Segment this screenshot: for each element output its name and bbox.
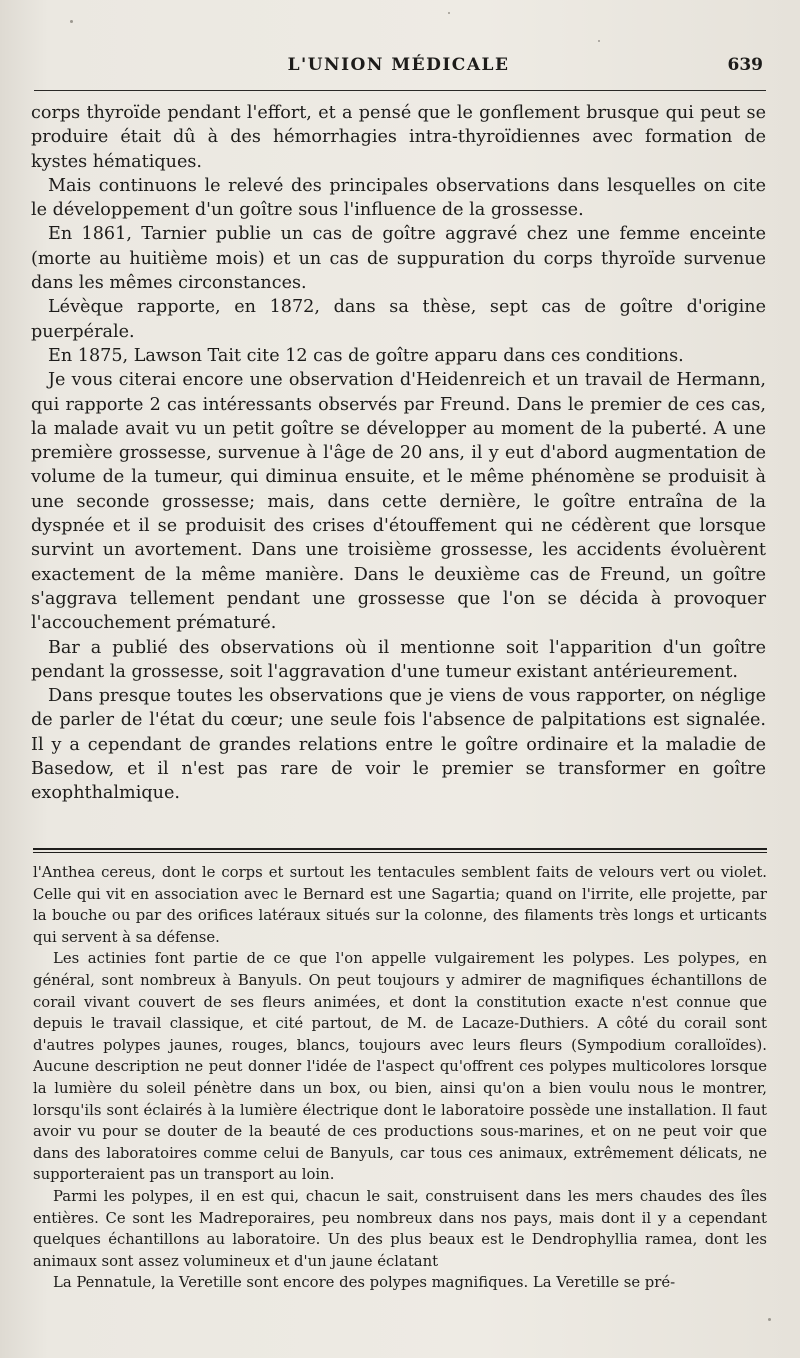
footnote-paragraph: Parmi les polypes, il en est qui, chacun le sait, construisent dans les mers chaudes des îles entières. Ce sont les Madreporaires, peu nombreux dans nos pays, mais dont il y a cependant quelques échantillons au laboratoire. Un des plus beaux est le Dendrophyllia ramea, dont les animaux sont assez volumineux et d'un jaune éclatant: [33, 1187, 767, 1270]
body-paragraph: Lévèque rapporte, en 1872, dans sa thèse, sept cas de goître d'origine puerpérale.: [31, 297, 766, 342]
body-paragraph: Je vous citerai encore une observation d'Heidenreich et un travail de Hermann, qui rapporte 2 cas intéressants observés par Freund. Dans le premier de ces cas, la malade avait vu un petit goître se développer au moment de la puberté. A une première grossesse, survenue à l'âge de 20 ans, il y eut d'abord augmentation de volume de la tumeur, qui diminua ensuite, et le même phénomène se produisit à une seconde grossesse; mais, dans cette dernière, le goître entraîna de la dyspnée et il se produisit des crises d'étouffement qui ne cédèrent que lorsque survint un avortement. Dans une troisième grossesse, les accidents évoluèrent exactement de la même manière. Dans le deuxième cas de Freund, un goître s'aggrava tellement pendant une grossesse que l'on se décida à provoquer l'accouchement prématuré.: [31, 370, 766, 634]
paper-speck: [768, 1318, 771, 1321]
body-paragraph: En 1875, Lawson Tait cite 12 cas de goître apparu dans ces conditions.: [48, 345, 684, 366]
paper-speck: [448, 12, 450, 14]
body-paragraph: Bar a publié des observations où il mentionne soit l'apparition d'un goître pendant la grossesse, soit l'aggravation d'une tumeur existant antérieurement.: [31, 637, 766, 682]
body-paragraph: Dans presque toutes les observations que je viens de vous rapporter, on néglige de parler de l'état du cœur; une seule fois l'absence de palpitations est signalée. Il y a cependant de grandes relations entre le goître ordinaire et la maladie de Basedow, et il n'est pas rare de voir le premier se transformer en goître exophthalmique.: [31, 686, 766, 804]
footnote-text: [33, 862, 767, 1294]
footnote-paragraph: Les actinies font partie de ce que l'on appelle vulgairement les polypes. Les polypes, en général, sont nombreux à Banyuls. On peut toujours y admirer de magnifiques échantillons de corail vivant couvert de ses fleurs animées, et dont la constitution exacte n'est connue que depuis le travail classique, et cité partout, de M. de Lacaze-Duthiers. A côté du corail sont d'autres polypes jaunes, rouges, blancs, toujours avec leurs fleurs (Sympodium coralloïdes). Aucune description ne peut donner l'idée de l'aspect qu'offrent ces polypes multicolores lorsque la lumière du soleil pénètre dans un box, ou bien, ainsi qu'on a bien voulu nous le montrer, lorsqu'ils sont éclairés à la lumière électrique dont le laboratoire possède une installation. Il faut avoir vu pour se douter de la beauté de ces productions sous-marines, et on ne peut voir que dans des laboratoires comme celui de Banyuls, car tous ces animaux, extrêmement délicats, ne supporteraient pas un transport au loin.: [33, 950, 767, 1184]
paper-speck: [598, 40, 600, 42]
journal-title: L'UNION MÉDICALE: [287, 55, 510, 75]
header-rule: [34, 90, 766, 91]
main-text: [31, 101, 766, 806]
footnote-separator: [33, 848, 767, 853]
running-header: [31, 55, 766, 85]
body-paragraph: corps thyroïde pendant l'effort, et a pensé que le gonflement brusque qui peut se produire était dû à des hémorrhagies intra-thyroïdiennes avec formation de kystes hématiques.: [31, 103, 766, 172]
footnote-paragraph: La Pennatule, la Veretille sont encore des polypes magnifiques. La Veretille se pré-: [53, 1274, 676, 1292]
body-paragraph: Mais continuons le relevé des principales observations dans lesquelles on cite le développement d'un goître sous l'influence de la grossesse.: [31, 175, 766, 221]
paper-speck: [70, 20, 73, 23]
footnote-paragraph: l'Anthea cereus, dont le corps et surtout les tentacules semblent faits de velours vert ou violet. Celle qui vit en association avec le Bernard est une Sagartia; quand on l'irrite, elle projette, par la bouche ou par des orifices latéraux situés sur la colonne, des filaments très longs et urticants qui servent à sa défense.: [33, 864, 767, 946]
page-number: 639: [727, 55, 763, 75]
body-paragraph: En 1861, Tarnier publie un cas de goître aggravé chez une femme enceinte (morte au huitième mois) et un cas de suppuration du corps thyroïde survenue dans les mêmes circonstances.: [31, 224, 766, 294]
